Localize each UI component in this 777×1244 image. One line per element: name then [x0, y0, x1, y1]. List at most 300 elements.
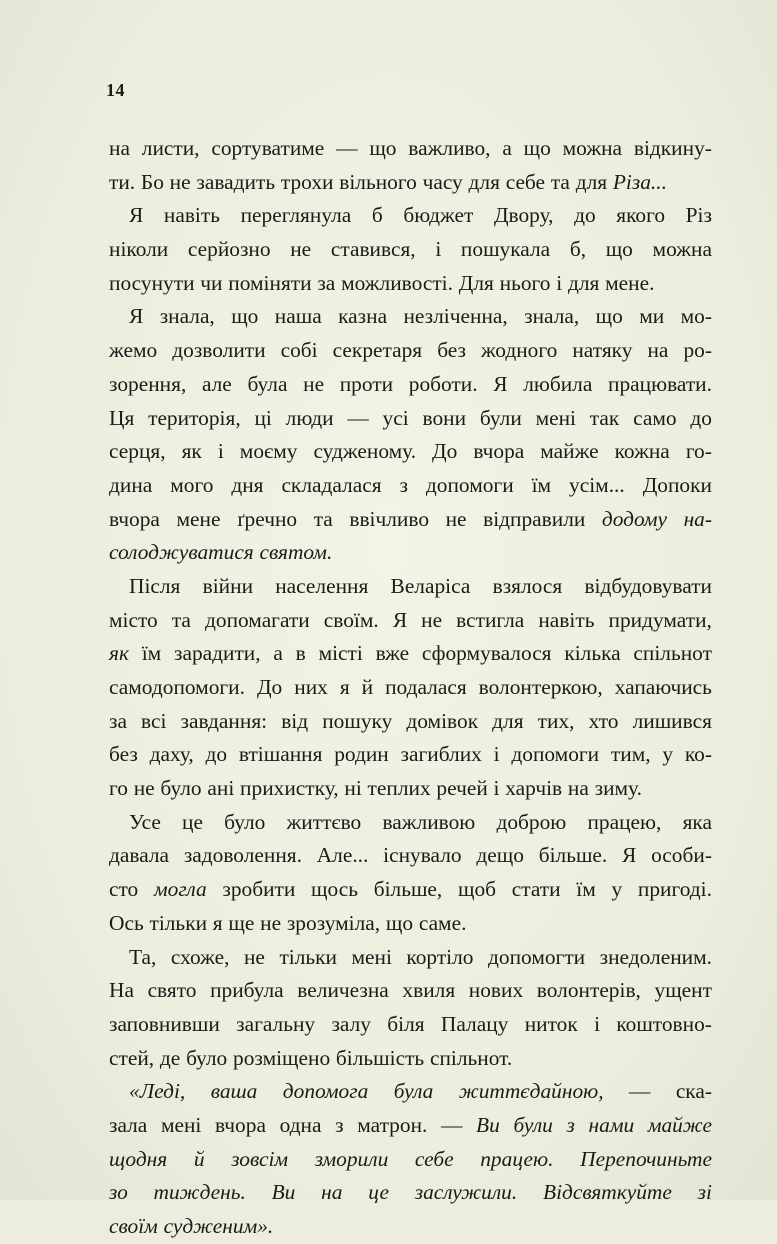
word: Я — [493, 371, 508, 396]
word: давала — [109, 843, 170, 868]
word: — — [629, 1079, 651, 1104]
word: щодня — [109, 1146, 168, 1171]
word: теплих — [367, 776, 431, 801]
word: ми — [639, 304, 665, 329]
text-line — [109, 132, 712, 166]
word: до — [205, 742, 228, 767]
word: «Леді, — [129, 1079, 186, 1104]
word: переглянула — [240, 203, 352, 228]
word: заповнивши — [109, 1011, 220, 1036]
word: навіть — [163, 203, 220, 228]
text-line — [109, 1008, 712, 1042]
word: їм — [141, 641, 162, 666]
word: і — [594, 1011, 601, 1036]
word: ущент — [654, 978, 712, 1003]
text-line — [109, 772, 712, 806]
word: ти. — [109, 169, 136, 194]
word: солоджуватися — [109, 540, 254, 565]
text-line — [109, 907, 712, 941]
word: загиблих — [400, 742, 482, 767]
word: зморили — [314, 1146, 389, 1171]
word: ставився, — [330, 237, 416, 262]
word: Перепочиньте — [580, 1146, 712, 1171]
word: родин — [334, 742, 389, 767]
word: Ви — [476, 1112, 500, 1137]
word: Ця — [109, 405, 135, 430]
word: мого — [170, 472, 214, 497]
word: війни — [202, 573, 254, 598]
word: Допоки — [642, 472, 712, 497]
word: волонтерів, — [536, 978, 641, 1003]
word: додому — [601, 506, 667, 531]
word: себе — [505, 169, 546, 194]
word: ні — [344, 776, 362, 801]
word: на — [567, 776, 589, 801]
word: допомоги — [425, 472, 514, 497]
word: дозволити — [172, 338, 266, 363]
word: для — [492, 708, 524, 733]
word: життєво — [286, 809, 362, 834]
text-line — [109, 1210, 712, 1244]
word: була — [247, 371, 288, 396]
text-line — [109, 974, 712, 1008]
word: Але... — [316, 843, 369, 868]
text-line — [109, 1075, 712, 1109]
body-text — [109, 132, 712, 1244]
text-line — [109, 503, 712, 537]
word: прихистку, — [240, 776, 339, 801]
text-line — [109, 705, 712, 739]
word: працею, — [587, 809, 662, 834]
text-line — [109, 402, 712, 436]
word: дня — [231, 472, 264, 497]
word: допомагати — [204, 607, 310, 632]
word: зиму. — [594, 776, 642, 801]
word: Я — [622, 843, 637, 868]
word: було — [186, 1045, 228, 1070]
word: можливості. — [341, 270, 453, 295]
word: Ви — [271, 1180, 296, 1205]
word: Після — [129, 573, 181, 598]
word: Відсвяткуйте — [543, 1180, 672, 1205]
word: хвиля — [402, 978, 456, 1003]
word: та — [171, 607, 191, 632]
word: майже — [540, 439, 599, 464]
word: як — [109, 641, 129, 666]
word: тільки — [149, 910, 208, 935]
word: навіть — [538, 607, 595, 632]
word: мені — [535, 405, 576, 430]
word: стати — [511, 877, 561, 902]
word: На — [109, 978, 134, 1003]
word: ко- — [684, 742, 712, 767]
word: судженому. — [313, 439, 417, 464]
text-line — [109, 469, 712, 503]
word: стей, — [109, 1045, 155, 1070]
word: їм — [576, 877, 596, 902]
word: — — [441, 1112, 463, 1137]
word: харчів — [505, 776, 563, 801]
word: серйозно — [187, 237, 271, 262]
word: задоволення. — [183, 843, 302, 868]
word: біля — [387, 1011, 425, 1036]
word: моєму — [239, 439, 298, 464]
word: лишився — [632, 708, 712, 733]
text-line — [109, 604, 712, 638]
word: у — [662, 742, 674, 767]
word: допомоги — [511, 742, 600, 767]
word: пошукала — [460, 237, 551, 262]
word: казна — [338, 304, 388, 329]
word: яка — [682, 809, 712, 834]
word: я — [339, 675, 350, 699]
word: завадить — [196, 169, 276, 194]
text-line — [109, 334, 712, 368]
word: можна — [562, 136, 623, 160]
text-line — [109, 233, 712, 267]
word: матрон. — [357, 1112, 428, 1137]
word: усім... — [569, 472, 625, 497]
word: роботи. — [408, 371, 478, 396]
word: вільного — [339, 169, 417, 194]
word: не — [243, 944, 265, 969]
word: ваша — [210, 1079, 258, 1104]
word: і — [217, 439, 224, 464]
word: залу — [331, 1011, 371, 1036]
word: нами — [588, 1112, 635, 1137]
word: Бо — [140, 169, 164, 194]
word: що — [231, 304, 259, 329]
word: мені — [351, 944, 392, 969]
word: придумати, — [608, 607, 712, 632]
text-line — [109, 671, 712, 705]
word: величезна — [297, 978, 389, 1003]
word: працею. — [480, 1146, 554, 1171]
word: пошуку — [322, 708, 393, 733]
word: вони — [422, 405, 467, 430]
word: ані — [207, 776, 235, 801]
word: працювати. — [608, 371, 712, 396]
word: і — [556, 270, 563, 295]
word: вчора — [109, 506, 160, 531]
word: ці — [254, 405, 272, 430]
word: з — [566, 1112, 575, 1137]
word: не — [421, 607, 443, 632]
word: було — [160, 776, 202, 801]
word: Палацу — [440, 1011, 509, 1036]
word: дещо — [476, 843, 524, 868]
word: відкину- — [633, 136, 712, 160]
word: — — [336, 136, 358, 160]
word: святом. — [259, 540, 333, 565]
word: своїм. — [323, 607, 379, 632]
word: зала — [109, 1112, 148, 1137]
word: спільнот. — [429, 1045, 513, 1070]
text-line — [109, 267, 712, 301]
text-line — [109, 873, 712, 907]
word: життєдайною, — [458, 1079, 604, 1104]
word: волонтеркою, — [478, 675, 603, 699]
word: до — [574, 203, 596, 228]
word: було — [224, 809, 266, 834]
word: часу — [422, 169, 463, 194]
word: Для — [458, 270, 494, 295]
word: не — [260, 910, 282, 935]
word: жодного — [481, 338, 558, 363]
text-line — [109, 806, 712, 840]
word: зарадити, — [174, 641, 261, 666]
word: Двору, — [493, 203, 554, 228]
word: незліченна, — [403, 304, 508, 329]
word: з — [399, 472, 408, 497]
word: не — [290, 237, 312, 262]
word: і — [493, 776, 500, 801]
word: існувало — [383, 843, 462, 868]
word: жемо — [109, 338, 158, 363]
word: поміняти — [228, 270, 312, 295]
word: го — [109, 776, 128, 801]
text-line — [109, 536, 712, 570]
word: де — [159, 1045, 181, 1070]
word: вчора — [215, 1112, 266, 1137]
word: свято — [147, 978, 197, 1003]
word: з — [335, 1112, 344, 1137]
word: — — [347, 405, 369, 430]
word: допомогти — [488, 944, 586, 969]
word: Я — [129, 203, 144, 228]
word: подалася — [385, 675, 467, 699]
word: Я — [392, 607, 408, 632]
word: мені — [160, 1112, 202, 1137]
word: їм — [531, 472, 552, 497]
word: Ось — [109, 910, 144, 935]
word: ска- — [675, 1079, 712, 1104]
word: знала, — [524, 304, 580, 329]
word: не — [445, 506, 467, 531]
word: нових — [468, 978, 524, 1003]
word: доброю — [496, 809, 567, 834]
word: особи- — [651, 843, 712, 868]
word: мене — [176, 506, 221, 531]
word: взялося — [492, 573, 563, 598]
word: щось — [311, 877, 358, 902]
word: зорення, — [109, 371, 187, 396]
word: тиждень. — [153, 1180, 246, 1205]
word: хапаючись — [614, 675, 712, 699]
word: само — [633, 405, 677, 430]
word: Я — [129, 304, 144, 329]
word: знала, — [159, 304, 215, 329]
word: зовсім — [231, 1146, 289, 1171]
word: місто — [109, 607, 158, 632]
word: територія, — [148, 405, 241, 430]
word: заслужили. — [414, 1180, 518, 1205]
word: а — [273, 641, 283, 666]
text-line — [109, 1109, 712, 1143]
word: та — [313, 506, 333, 531]
word: ґречно — [237, 506, 298, 531]
word: що — [369, 136, 397, 160]
word: чи — [200, 270, 223, 295]
word: кілька — [564, 641, 621, 666]
word: для — [575, 169, 608, 194]
word: населення — [275, 573, 369, 598]
word: прибула — [210, 978, 284, 1003]
word: за — [109, 708, 127, 733]
word: майже — [647, 1112, 712, 1137]
word: Усе — [129, 809, 161, 834]
word: якого — [616, 203, 666, 228]
text-line — [109, 637, 712, 671]
word: речей — [436, 776, 488, 801]
page-number: 14 — [106, 80, 125, 100]
word: зо — [109, 1180, 128, 1205]
word: саме. — [418, 910, 467, 935]
word: це — [368, 1180, 389, 1205]
word: дина — [109, 472, 153, 497]
word: на — [647, 338, 669, 363]
word: встигла — [456, 607, 525, 632]
word: мене. — [605, 270, 655, 295]
word: них — [294, 675, 328, 699]
text-line — [109, 1176, 712, 1210]
word: що — [523, 136, 551, 160]
word: а — [502, 136, 512, 160]
word: але — [201, 371, 232, 396]
word: на — [321, 1180, 343, 1205]
word: що — [595, 304, 623, 329]
word: допомога — [282, 1079, 369, 1104]
word: натяку — [572, 338, 633, 363]
word: знедоленим. — [599, 944, 712, 969]
text-line — [109, 199, 712, 233]
word: пригоді. — [637, 877, 712, 902]
word: судженим». — [163, 1214, 274, 1238]
word: більше, — [373, 877, 443, 902]
word: До — [432, 439, 458, 464]
word: серця, — [109, 439, 166, 464]
word: я — [212, 910, 223, 935]
word: тим, — [610, 742, 651, 767]
text-line — [109, 839, 712, 873]
word: домівок — [406, 708, 479, 733]
word: ниток — [524, 1011, 578, 1036]
word: від — [281, 708, 309, 733]
word: проти — [339, 371, 394, 396]
word: всі — [141, 708, 167, 733]
word: більше. — [538, 843, 608, 868]
word: усі — [382, 405, 409, 430]
word: не — [169, 169, 191, 194]
word: важливою — [382, 809, 476, 834]
word: та — [550, 169, 570, 194]
word: сортуватиме — [211, 136, 325, 160]
word: що — [385, 910, 414, 935]
word: до — [690, 405, 712, 430]
text-line — [109, 1143, 712, 1177]
word: для — [468, 169, 500, 194]
word: так — [589, 405, 620, 430]
word: б, — [569, 237, 587, 262]
word: й — [361, 675, 374, 699]
word: і — [435, 237, 442, 262]
word: одна — [279, 1112, 322, 1137]
text-line — [109, 166, 712, 200]
text-line — [109, 1042, 712, 1076]
text-line — [109, 368, 712, 402]
word: хто — [588, 708, 619, 733]
word: зрозуміла, — [286, 910, 381, 935]
word: ніколи — [109, 237, 169, 262]
word: місті — [318, 641, 363, 666]
word: для — [567, 270, 600, 295]
word: листи, — [141, 136, 200, 160]
word: за — [317, 270, 336, 295]
word: сформувалося — [421, 641, 552, 666]
word: складалася — [281, 472, 382, 497]
word: могла — [153, 877, 207, 902]
word: це — [182, 809, 203, 834]
word: була — [393, 1079, 434, 1104]
word: розміщено — [233, 1045, 331, 1070]
word: люди — [285, 405, 334, 430]
word: більшість — [335, 1045, 425, 1070]
word: як — [181, 439, 202, 464]
word: важливо, — [408, 136, 491, 160]
word: можна — [652, 237, 712, 262]
word: відправили — [483, 506, 586, 531]
word: наша — [274, 304, 322, 329]
word: схоже, — [170, 944, 230, 969]
word: не — [133, 776, 155, 801]
word: Та, — [129, 944, 157, 969]
word: у — [611, 877, 623, 902]
word: б — [371, 203, 383, 228]
word: на- — [683, 506, 712, 531]
word: своїм — [109, 1214, 158, 1238]
word: сто — [109, 877, 139, 902]
word: ввічливо — [349, 506, 430, 531]
word: Різа... — [612, 169, 667, 194]
word: зробити — [222, 877, 296, 902]
word: зі — [697, 1180, 712, 1205]
word: завдання: — [180, 708, 268, 733]
word: коштовно- — [616, 1011, 712, 1036]
word: тих, — [537, 708, 575, 733]
word: вчора — [473, 439, 525, 464]
text-line — [109, 941, 712, 975]
word: відбудовувати — [584, 573, 712, 598]
word: бюджет — [403, 203, 474, 228]
text-line — [109, 738, 712, 772]
word: себе — [414, 1146, 454, 1171]
word: були — [479, 405, 522, 430]
word: і — [493, 742, 500, 767]
word: Веларіса — [390, 573, 471, 598]
word: й — [193, 1146, 205, 1171]
text-line — [109, 570, 712, 604]
word: щоб — [457, 877, 497, 902]
word: тільки — [279, 944, 337, 969]
word: кожна — [614, 439, 670, 464]
word: на — [109, 136, 130, 160]
word: нього — [499, 270, 551, 295]
word: що — [605, 237, 633, 262]
word: Різ — [685, 203, 712, 228]
word: даху, — [149, 742, 194, 767]
text-line — [109, 435, 712, 469]
word: в — [295, 641, 306, 666]
